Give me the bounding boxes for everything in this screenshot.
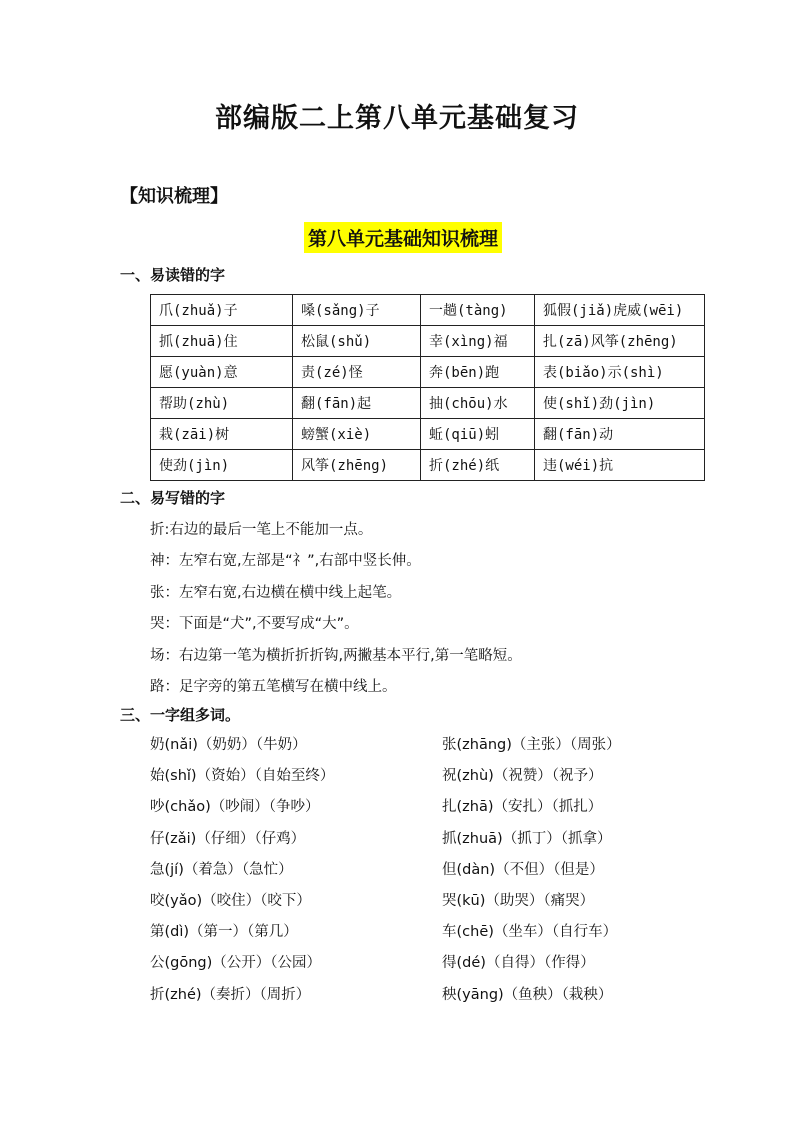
list-item: 得(dé)（自得）（作得） — [442, 955, 595, 972]
list-item: 仔(zǎi)（仔细）（仔鸡） — [150, 830, 306, 847]
list-item: 咬(yǎo)（咬住）（咬下） — [150, 892, 311, 909]
heading-word-groups: 三、一字组多词。 — [120, 706, 241, 724]
table-cell: 螃蟹(xiè) — [293, 419, 421, 450]
list-item: 路：足字旁的第五笔横写在横中线上。 — [150, 678, 397, 695]
list-item: 张：左窄右宽,右边横在横中线上起笔。 — [150, 584, 402, 601]
list-item: 折:右边的最后一笔上不能加一点。 — [150, 522, 373, 538]
list-item: 祝(zhù)（祝赞）（祝予） — [442, 768, 603, 785]
list-item: 公(gōng)（公开）（公园） — [150, 955, 322, 972]
list-item: 哭(kū)（助哭）（痛哭） — [442, 892, 595, 909]
list-item: 车(chē)（坐车）（自行车） — [442, 924, 618, 941]
list-item: 但(dàn)（不但）（但是） — [442, 861, 604, 878]
table-cell: 责(zé)怪 — [293, 357, 421, 388]
table-cell: 栽(zāi)树 — [151, 419, 293, 450]
list-item: 第(dì)（第一）（第几） — [150, 924, 298, 941]
table-cell: 嗓(sǎng)子 — [293, 295, 421, 326]
table-cell: 松鼠(shǔ) — [293, 326, 421, 357]
writing-rules-list — [150, 515, 522, 703]
list-item: 始(shǐ)（资始）（自始至终） — [150, 768, 335, 785]
table-row — [151, 295, 705, 326]
list-item: 神：左窄右宽,左部是“礻”,右部中竖长伸。 — [150, 553, 421, 570]
table-cell: 蚯(qiū)蚓 — [421, 419, 535, 450]
table-row — [151, 450, 705, 481]
table-cell: 抓(zhuā)住 — [151, 326, 293, 357]
table-cell: 抽(chōu)水 — [421, 388, 535, 419]
table-row — [151, 326, 705, 357]
table-cell: 风筝(zhēng) — [293, 450, 421, 481]
list-item: 抓(zhuā)（抓丁）（抓拿） — [442, 830, 612, 847]
list-item: 吵(chǎo)（吵闹）（争吵） — [150, 799, 320, 816]
word-groups-right-column — [442, 730, 621, 1011]
table-cell: 狐假(jiǎ)虎威(wēi) — [535, 295, 705, 326]
table-cell: 爪(zhuǎ)子 — [151, 295, 293, 326]
table-cell: 幸(xìng)福 — [421, 326, 535, 357]
table-cell: 奔(bēn)跑 — [421, 357, 535, 388]
table-row — [151, 419, 705, 450]
list-item: 张(zhāng)（主张）（周张） — [442, 737, 621, 753]
list-item: 哭：下面是“犬”,不要写成“大”。 — [150, 616, 359, 633]
list-item: 急(jí)（着急）（急忙） — [150, 861, 293, 878]
section-tag: 【知识梳理】 — [120, 186, 228, 207]
table-cell: 违(wéi)抗 — [535, 450, 705, 481]
table-cell: 扎(zā)风筝(zhēng) — [535, 326, 705, 357]
misread-characters-table — [150, 294, 705, 481]
table-cell: 使劲(jìn) — [151, 450, 293, 481]
table-cell: 帮助(zhù) — [151, 388, 293, 419]
list-item: 奶(nǎi)（奶奶）（牛奶） — [150, 737, 307, 753]
table-cell: 使(shǐ)劲(jìn) — [535, 388, 705, 419]
word-groups-left-column — [150, 730, 334, 1011]
table-cell: 一趟(tàng) — [421, 295, 535, 326]
heading-easy-to-misread: 一、易读错的字 — [120, 266, 226, 284]
heading-easy-to-miswrite: 二、易写错的字 — [120, 489, 226, 507]
highlighted-subtitle: 第八单元基础知识梳理 — [304, 222, 502, 253]
table-row — [151, 357, 705, 388]
table-cell: 表(biǎo)示(shì) — [535, 357, 705, 388]
table-cell: 愿(yuàn)意 — [151, 357, 293, 388]
table-cell: 翻(fān)起 — [293, 388, 421, 419]
list-item: 秧(yāng)（鱼秧）（栽秧） — [442, 986, 613, 1003]
page-title: 部编版二上第八单元基础复习 — [215, 103, 579, 134]
table-cell: 折(zhé)纸 — [421, 450, 535, 481]
list-item: 场：右边第一笔为横折折折钩,两撇基本平行,第一笔略短。 — [150, 647, 522, 664]
table-row — [151, 388, 705, 419]
list-item: 折(zhé)（奏折）（周折） — [150, 986, 311, 1003]
list-item: 扎(zhā)（安扎）（抓扎） — [442, 799, 603, 816]
table-cell: 翻(fān)动 — [535, 419, 705, 450]
